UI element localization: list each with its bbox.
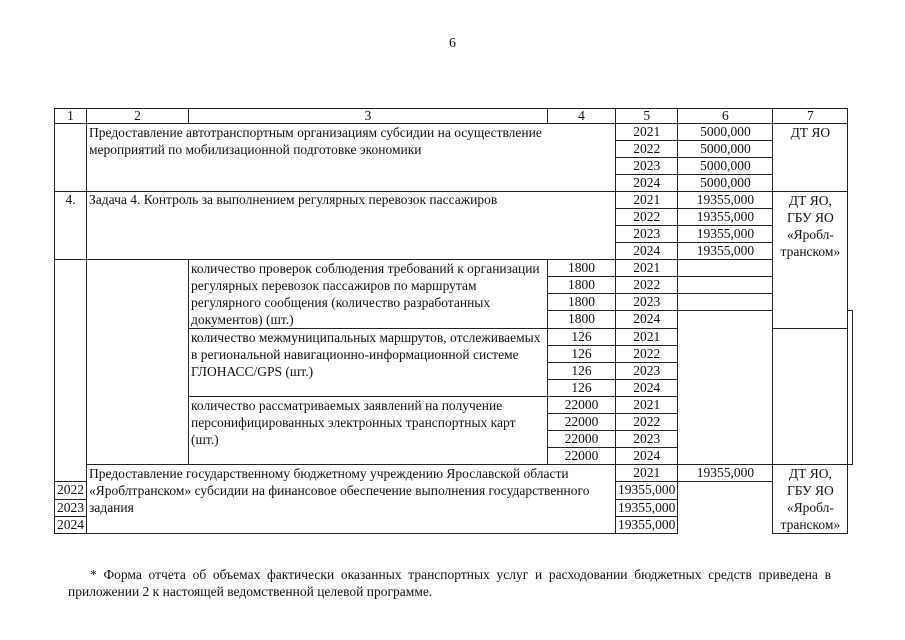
indicator-value: 1800 [548, 294, 616, 311]
amount-cell: 5000,000 [678, 175, 773, 192]
indicator-value: 22000 [548, 431, 616, 448]
table-row [55, 124, 853, 141]
year-cell: 2023 [616, 431, 678, 448]
amount-cell: 19355,000 [616, 482, 678, 499]
executor-cell: ДТ ЯО, ГБУ ЯО «Яробл-транском» [773, 192, 848, 329]
year-cell: 2023 [55, 499, 87, 516]
amount-cell: 5000,000 [678, 158, 773, 175]
year-cell: 2022 [616, 414, 678, 431]
amount-cell: 5000,000 [678, 124, 773, 141]
amount-cell: 19355,000 [616, 516, 678, 533]
empty-amount-cell [678, 277, 773, 294]
year-cell: 2024 [616, 380, 678, 397]
year-cell: 2022 [616, 209, 678, 226]
indicator-value: 22000 [548, 414, 616, 431]
year-cell: 2021 [616, 260, 678, 277]
header-col-3: 3 [189, 109, 548, 124]
header-col-1: 1 [55, 109, 87, 124]
executor-cell: ДТ ЯО, ГБУ ЯО «Яробл-транском» [773, 465, 848, 534]
indicator-cards-text: количество рассматриваемых заявлений на получение персонифицированных электронных транспортных карт (шт.) [189, 397, 548, 465]
year-cell: 2023 [616, 363, 678, 380]
year-cell: 2021 [616, 124, 678, 141]
indicator-value: 1800 [548, 311, 616, 329]
year-cell: 2023 [616, 294, 678, 311]
header-col-6: 6 [678, 109, 773, 124]
indicator-checks-text: количество проверок соблюдения требований к организации регулярных перевозок пассажиров по маршрутам регулярного сообщения (количество разработанных документов) (шт.) [189, 260, 548, 329]
header-col-7: 7 [773, 109, 848, 124]
amount-cell: 19355,000 [678, 192, 773, 209]
year-cell: 2024 [55, 516, 87, 533]
table-row [55, 260, 853, 277]
empty-amount-cell [678, 294, 773, 311]
year-cell: 2022 [616, 141, 678, 158]
empty-amount-cell [678, 311, 773, 465]
amount-cell: 19355,000 [616, 499, 678, 516]
indicator-value: 126 [548, 329, 616, 346]
empty-col2-cell [87, 260, 189, 465]
program-table [54, 108, 853, 534]
table-row [55, 192, 853, 209]
indicator-value: 126 [548, 380, 616, 397]
year-cell: 2021 [616, 329, 678, 346]
amount-cell: 19355,000 [678, 465, 773, 482]
indicator-value: 22000 [548, 448, 616, 465]
year-cell: 2023 [616, 226, 678, 243]
amount-cell: 19355,000 [678, 226, 773, 243]
year-cell: 2024 [616, 175, 678, 192]
amount-cell: 19355,000 [678, 243, 773, 260]
indicator-routes-text: количество межмуниципальных маршрутов, отслеживаемых в региональной навигационно-информационной системе ГЛОНАСС/GPS (шт.) [189, 329, 548, 397]
empty-num-cell [55, 260, 87, 482]
header-col-2: 2 [87, 109, 189, 124]
measure-gbu-text: Предоставление государственному бюджетному учреждению Ярославской области «Яроблтранском» субсидии на финансовое обеспечение выполнения государственного задания [87, 465, 616, 534]
year-cell: 2022 [616, 277, 678, 294]
empty-num-cell [55, 124, 87, 192]
indicator-value: 126 [548, 346, 616, 363]
table-row [55, 465, 853, 482]
header-col-5: 5 [616, 109, 678, 124]
year-cell: 2021 [616, 397, 678, 414]
empty-executor-cell [848, 311, 853, 465]
indicator-value: 126 [548, 363, 616, 380]
year-cell: 2021 [616, 192, 678, 209]
indicator-value: 22000 [548, 397, 616, 414]
page-number: 6 [449, 36, 456, 51]
measure-mobilization-text: Предоставление автотранспортным организациям субсидии на осуществление мероприятий по мобилизационной подготовке экономики [87, 124, 616, 192]
empty-amount-cell [678, 260, 773, 277]
task4-text: Задача 4. Контроль за выполнением регулярных перевозок пассажиров [87, 192, 616, 260]
header-col-4: 4 [548, 109, 616, 124]
year-cell: 2024 [616, 311, 678, 329]
program-table-container [54, 108, 853, 534]
header-row [55, 109, 853, 124]
year-cell: 2024 [616, 448, 678, 465]
task-number: 4. [55, 192, 87, 260]
executor-cell: ДТ ЯО [773, 124, 848, 192]
amount-cell: 5000,000 [678, 141, 773, 158]
footnote: * Форма отчета об объемах фактически оказанных транспортных услуг и расходовании бюджетных средств приведена в приложении 2 к настоящей ведомственной целевой программе. [68, 567, 831, 599]
year-cell: 2024 [616, 243, 678, 260]
indicator-value: 1800 [548, 277, 616, 294]
year-cell: 2022 [55, 482, 87, 499]
year-cell: 2023 [616, 158, 678, 175]
year-cell: 2021 [616, 465, 678, 482]
year-cell: 2022 [616, 346, 678, 363]
amount-cell: 19355,000 [678, 209, 773, 226]
indicator-value: 1800 [548, 260, 616, 277]
